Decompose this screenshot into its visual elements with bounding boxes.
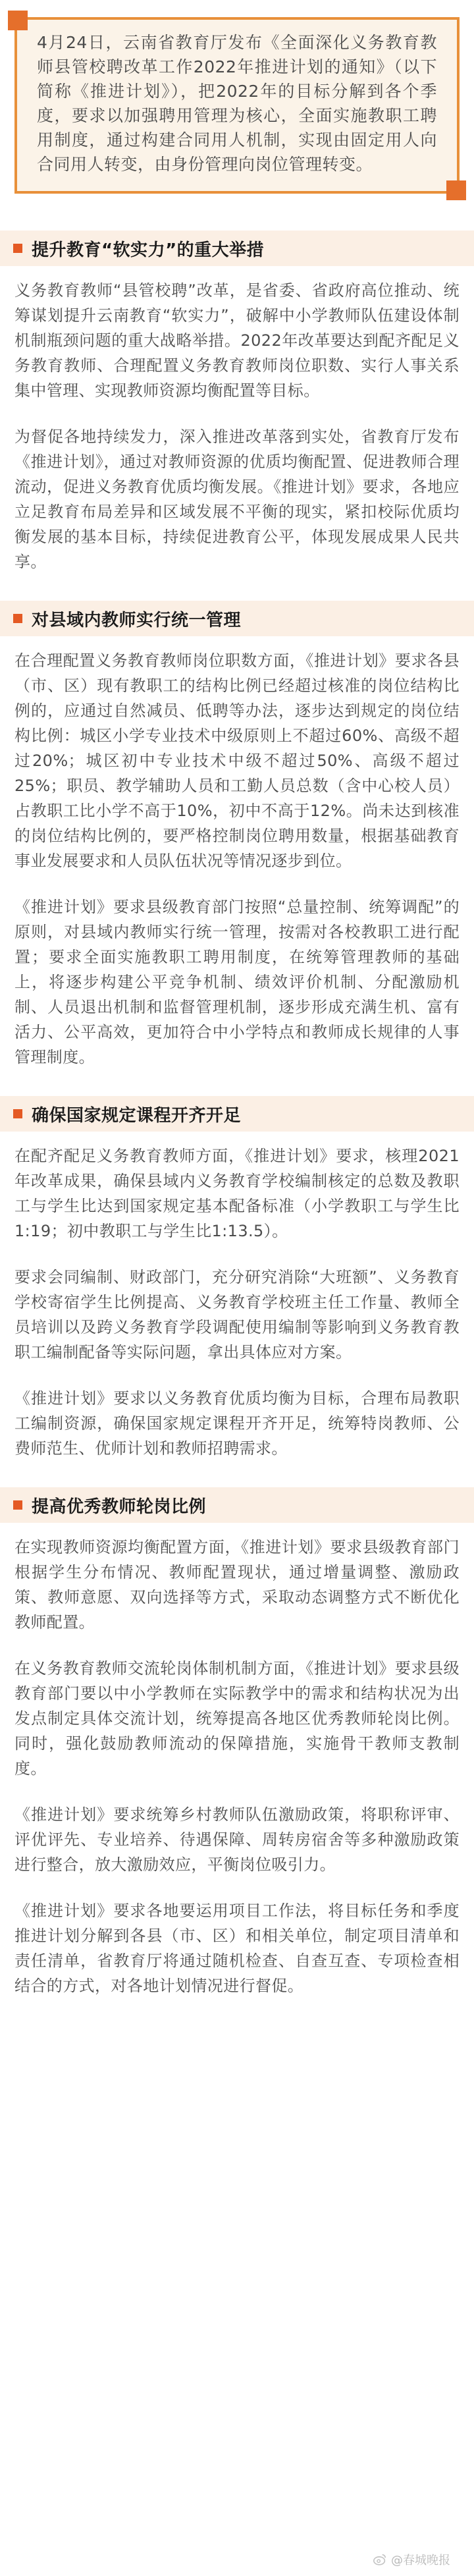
paragraph: 在实现教师资源均衡配置方面，《推进计划》要求县级教育部门根据学生分布情况、教师配置现状，通过增量调整、激励政策、教师意愿、双向选择等方式，采取动态调整方式不断优化教师配置。 <box>14 1538 460 1631</box>
section-curriculum <box>14 1096 460 1461</box>
paragraph: 在合理配置义务教育教师岗位职数方面，《推进计划》要求各县（市、区）现有教职工的结构比例已经超过核准的岗位结构比例的，应通过自然减员、低聘等办法，逐步达到规定的岗位结构比例：城区小学专业技术中级原则上不超过60%、高级不超过20%；城区初中专业技术中级不超过50%、高级不超过25%；职员、教学辅助人员和工勤人员总数（含中心校人员）占教职工比小学不高于10%，初中不高于12%。尚未达到核准的岗位结构比例的，要严格控制岗位聘用数量，根据基础教育事业发展要求和人员队伍状况等情况逐步到位。 <box>14 651 460 870</box>
square-bullet-icon <box>13 244 22 253</box>
intro-text: 4月24日，云南省教育厅发布《全面深化义务教育教师县管校聘改革工作2022年推进计划的通知》（以下简称《推进计划》），把2022年的目标分解到各个季度，要求以加强聘用管理为核心，全面实施教职工聘用制度，通过构建合同用人机制，实现由固定用人向合同用人转变，由身份管理向岗位管理转变。 <box>37 33 437 174</box>
watermark <box>373 2551 450 2568</box>
section-soft-power <box>14 231 460 574</box>
section-teacher-rotation <box>14 1487 460 1998</box>
paragraph: 《推进计划》要求各地要运用项目工作法，将目标任务和季度推进计划分解到各县（市、区）和相关单位，制定项目清单和责任清单，省教育厅将通过随机检查、自查互查、专项检查相结合的方式，对各地计划情况进行督促。 <box>14 1902 460 1995</box>
paragraph: 《推进计划》要求统筹乡村教师队伍激励政策，将职称评审、评优评先、专业培养、待遇保障、周转房宿舍等多种激励政策进行整合，放大激励效应，平衡岗位吸引力。 <box>14 1805 460 1874</box>
square-bullet-icon <box>13 1109 22 1118</box>
square-bullet-icon <box>13 1500 22 1510</box>
section-title: 提升教育“软实力”的重大举措 <box>32 240 265 260</box>
section-title: 提高优秀教师轮岗比例 <box>32 1496 207 1517</box>
intro-callout <box>14 17 460 194</box>
paragraph: 在义务教育教师交流轮岗体制机制方面，《推进计划》要求县级教育部门要以中小学教师在实际教学中的需求和结构状况为出发点制定具体交流计划，统筹提高各地区优秀教师轮岗比例。同时，强化鼓励教师流动的保障措施，实施骨干教师支教制度。 <box>14 1659 460 1778</box>
section-heading <box>0 231 474 266</box>
weibo-icon <box>373 2552 387 2567</box>
section-unified-management <box>14 601 460 1070</box>
paragraph: 为督促各地持续发力，深入推进改革落到实处，省教育厅发布《推进计划》，通过对教师资源的优质均衡配置、促进教师合理流动，促进义务教育优质均衡发展。《推进计划》要求，各地应立足教育布局差异和区域发展不平衡的现实，紧扣校际优质均衡发展的基本目标，持续促进教育公平，体现发展成果人民共享。 <box>14 427 460 571</box>
section-title: 确保国家规定课程开齐开足 <box>32 1105 242 1126</box>
paragraph: 《推进计划》要求县级教育部门按照“总量控制、统筹调配”的原则，对县域内教师实行统一管理，按需对各校教职工进行配置；要求全面实施教职工聘用制度，在统筹管理教师的基础上，将逐步构建公平竞争机制、绩效评价机制、分配激励机制、人员退出机制和监督管理机制，逐步形成充满生机、富有活力、公平高效，更加符合中小学特点和教师成长规律的人事管理制度。 <box>14 898 460 1066</box>
paragraph: 《推进计划》要求以义务教育优质均衡为目标，合理布局教职工编制资源，确保国家规定课程开齐开足，统筹特岗教师、公费师范生、优师计划和教师招聘需求。 <box>14 1389 460 1458</box>
section-title: 对县域内教师实行统一管理 <box>32 610 242 630</box>
section-heading <box>0 601 474 636</box>
paragraph: 义务教育教师“县管校聘”改革，是省委、省政府高位推动、统筹谋划提升云南教育“软实力”，破解中小学教师队伍建设体制机制瓶颈问题的重大战略举措。2022年改革要达到配齐配足义务教育教师、合理配置义务教育教师岗位职数、实行人事关系集中管理、实现教师资源均衡配置等目标。 <box>14 281 460 400</box>
section-heading <box>0 1487 474 1523</box>
section-heading <box>0 1096 474 1132</box>
paragraph: 要求会同编制、财政部门，充分研究消除“大班额”、义务教育学校寄宿学生比例提高、义务教育学校班主任工作量、教师全员培训以及跨义务教育学段调配使用编制等影响到义务教育教职工编制配备等实际问题，拿出具体应对方案。 <box>14 1268 460 1361</box>
paragraph: 在配齐配足义务教育教师方面，《推进计划》要求，核理2021年改革成果，确保县域内义务教育学校编制核定的总数及教职工与学生比达到国家规定基本配备标准（小学教职工与学生比1:19；初中教职工与学生比1:13.5）。 <box>14 1147 460 1240</box>
watermark-text: @春城晚报 <box>391 2554 450 2567</box>
square-bullet-icon <box>13 614 22 623</box>
